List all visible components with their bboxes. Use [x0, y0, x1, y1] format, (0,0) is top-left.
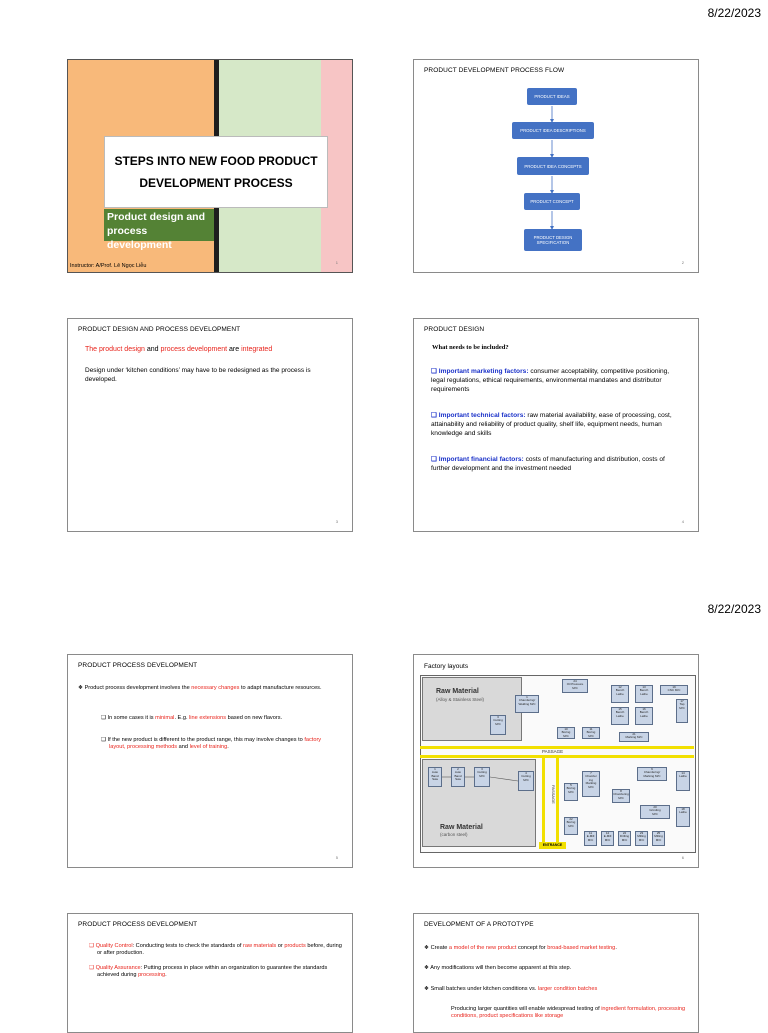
factor-text: raw material availability, ease of processing, cost, attainability and reliability of product quality, shelf life, equipment needs, human knowledge and skills [431, 412, 672, 437]
text-red: processing [138, 972, 166, 978]
text-red: products [284, 943, 306, 949]
slide-heading: PRODUCT DESIGN [424, 326, 485, 333]
text: concept for [516, 945, 548, 951]
raw-material-sub-2: (carbon steel) [440, 832, 468, 837]
prototype-bullet-1: ❖ Create a model of the new product concept for broad-based market testing. [424, 945, 617, 951]
entrance: ENTRANCE [539, 842, 566, 849]
text: Create [430, 945, 449, 951]
machine: 24 Oil Pressure M/C [562, 679, 588, 693]
machine: 19 CNC M/C [660, 685, 688, 695]
passage-vertical-label: PASSAGE [551, 785, 556, 804]
text: or [276, 943, 285, 949]
slide-title-text: STEPS INTO NEW FOOD PRODUCT DEVELOPMENT PROCESS [104, 136, 328, 208]
raw-material-sub-1: (Alloy & Stainless Steel) [436, 697, 485, 702]
text-red: broad-based market testing [547, 945, 616, 951]
text-red: Quality Control [95, 943, 133, 949]
text-red: Quality Assurance [95, 965, 141, 971]
text-red: The product design [85, 346, 145, 353]
machine: 4 Cutting M/C [518, 771, 534, 791]
text-red: factory layout, processing methods [109, 737, 322, 750]
text: . [227, 744, 229, 750]
slide-process-development [67, 654, 353, 868]
slide-product-design [413, 318, 699, 532]
page-number: 2 [681, 260, 684, 265]
question: What needs to be included? [432, 344, 509, 351]
factor-marketing: ❑ Important marketing factors: consumer acceptability, competitive positioning, legal regulations, ethical requirements, environmental mandates and distributor requirements [431, 368, 670, 393]
text: In some cases it is [107, 715, 156, 721]
flow-step-3: PRODUCT IDEA CONCEPTS [517, 157, 589, 175]
prototype-bullet-2: ❖ Any modifications will then become apparent at this step. [424, 965, 572, 971]
factor-label: Important marketing factors: [438, 368, 529, 375]
passage-label: PASSAGE [542, 749, 564, 754]
text: based on new flavors. [226, 715, 283, 721]
text-red: integrated [241, 346, 273, 353]
factor-text: costs of manufacturing and distribution, costs of further development and the investment needed [431, 456, 665, 472]
factor-financial: ❑ Important financial factors: costs of manufacturing and distribution, costs of further development and the investment needed [431, 456, 665, 472]
text-red: ingredient formulation, processing conditions, product specifications like storage [451, 1006, 686, 1019]
machine: 7 Chamfer ing Marking M/C [582, 771, 600, 797]
machine: 13 Bench Lathe [635, 685, 653, 703]
slide-factory-layout [413, 654, 699, 868]
bullet-main: ❖ Product process development involves the necessary changes to adapt manufacture resources. [78, 685, 322, 691]
text: and [177, 744, 190, 750]
integrated-line [85, 346, 272, 353]
text: . [615, 945, 617, 951]
redesign-paragraph: Design under ‘kitchen conditions’ may have to be redesigned as the process is developed. [85, 367, 311, 383]
slide-heading: DEVELOPMENT OF A PROTOTYPE [424, 921, 534, 928]
factor-label: Important financial factors: [438, 456, 524, 463]
machine: 17 Tap M/C [676, 699, 688, 723]
instructor: Instructor: A/Prof. Lê Ngọc Liễu [70, 263, 147, 269]
page-number: 4 [681, 519, 684, 524]
slide-design-process [67, 318, 353, 532]
page-date-top: 8/22/2023 [707, 6, 761, 20]
machine: 22 Boring M/C [564, 817, 578, 835]
text-red: process development [160, 346, 228, 353]
machine: 9 Chamfering/ Marking M/C [637, 767, 667, 781]
machine: 18 Lathe [676, 807, 690, 827]
flow-step-2: PRODUCT IDEA DESCRIPTIONS [512, 122, 594, 139]
text: Producing larger quantities will enable widespread testing of [451, 1006, 602, 1012]
flow-step-4: PRODUCT CONCEPT [524, 193, 580, 210]
slide-quality [67, 913, 353, 1033]
machine: 8 Chamfering M/C [612, 789, 630, 803]
text: . E.g. [174, 715, 190, 721]
machine: 2 Auto Band Saw [451, 767, 465, 787]
flow-step-1: PRODUCT IDEAS [527, 88, 577, 105]
machine: 16 Bench Lathe [635, 707, 653, 725]
page-number: 5 [335, 855, 338, 860]
machine: 1 Auto Band Saw [428, 767, 442, 787]
factor-label: Important technical factors: [438, 412, 526, 419]
machine: 22 Drilling M/C [618, 831, 631, 846]
machine: 25 Milling M/C [652, 831, 665, 846]
machine: 12 E-Mill M/C [601, 831, 614, 846]
text: : Putting process in place within an organization to guarantee the standards achieved during [97, 965, 328, 978]
factor-technical: ❑ Important technical factors: raw material availability, ease of processing, cost, attainability and reliability of product quality, shelf life, equipment needs, human knowledge and skills [431, 412, 672, 437]
text-red: minimal [155, 715, 175, 721]
raw-material-label-1: Raw Material [436, 688, 479, 695]
text: . [165, 972, 167, 978]
text: Small batches under kitchen conditions vs. [430, 986, 538, 992]
page-number: 6 [681, 855, 684, 860]
text: Any modifications will then become apparent at this step. [430, 965, 572, 971]
text-red: level of training [189, 744, 228, 750]
quality-assurance: ❑ Quality Assurance: Putting process in place within an organization to guarantee the standards achieved during processing. [89, 965, 328, 978]
text-red: larger condition batches [537, 986, 598, 992]
slide-heading: Factory layouts [424, 663, 469, 670]
machine: 15 Bench Lathe [611, 707, 629, 725]
sub-bullet-1: ❑ In some cases it is minimal. E.g. line extensions based on new flavors. [101, 715, 283, 721]
factor-text: consumer acceptability, competitive positioning, legal regulations, ethical requirements, environmental mandates and distributor requirements [431, 368, 670, 393]
text: If the new product is different to the product range, this may involve changes to [107, 737, 305, 743]
slide-heading: PRODUCT PROCESS DEVELOPMENT [78, 921, 198, 928]
text: : Conducting tests to check the standards of [132, 943, 243, 949]
flow-lines [414, 655, 699, 868]
machine: 1 Chamfering/ Welding M/C [515, 695, 539, 713]
machine: 5 Boring M/C [564, 783, 578, 801]
slide-heading: PRODUCT DEVELOPMENT PROCESS FLOW [424, 67, 565, 74]
slide-process-flow [413, 59, 699, 273]
sub-bullet-2: ❑ If the new product is different to the product range, this may involve changes to factory layout, processing methods and level of training. [101, 737, 322, 750]
text-red: line extensions [189, 715, 227, 721]
text-red: a model of the new product [448, 945, 517, 951]
slide-heading: PRODUCT DESIGN AND PROCESS DEVELOPMENT [78, 326, 241, 333]
text: to adapt manufacture resources. [239, 685, 322, 691]
text: before, during or after production. [97, 943, 342, 956]
text: and [144, 346, 161, 353]
machine: 3 Cutting M/C [490, 715, 506, 735]
raw-material-label-2: Raw Material [440, 824, 483, 831]
slide-subtitle: Product design and process development [104, 209, 214, 241]
machine: 23 Milling M/C [635, 831, 648, 846]
machine: 21 Marking M/C [619, 732, 649, 742]
text: Product process development involves the [84, 685, 192, 691]
page-number: 1 [335, 260, 338, 265]
machine: 20 Grinding M/C [640, 805, 670, 819]
page-number: 3 [335, 519, 338, 524]
flow-step-5: PRODUCT DESIGN SPECIFICATION [524, 229, 582, 251]
machine: 12 Bench Lathe [611, 685, 629, 703]
prototype-detail [451, 1006, 686, 1020]
text-red: raw materials [242, 943, 277, 949]
machine: 3 Cutting M/C [474, 767, 490, 787]
machine: 11 E-Mill M/C [584, 831, 597, 846]
machine: 10 Boring M/C [557, 727, 575, 739]
slide-prototype [413, 913, 699, 1033]
prototype-bullet-3: ❖ Small batches under kitchen conditions vs. larger condition batches [424, 986, 598, 992]
slide-title [67, 59, 353, 273]
machine: 14 Lathe [676, 771, 690, 791]
text-red: necessary changes [191, 685, 240, 691]
slide-heading: PRODUCT PROCESS DEVELOPMENT [78, 662, 198, 669]
page-date-bottom: 8/22/2023 [707, 602, 761, 616]
quality-control: ❑ Quality Control: Conducting tests to check the standards of raw materials or products before, during or after production. [89, 943, 342, 956]
machine: 11 Boring M/C [582, 727, 600, 739]
text: are [227, 346, 242, 353]
